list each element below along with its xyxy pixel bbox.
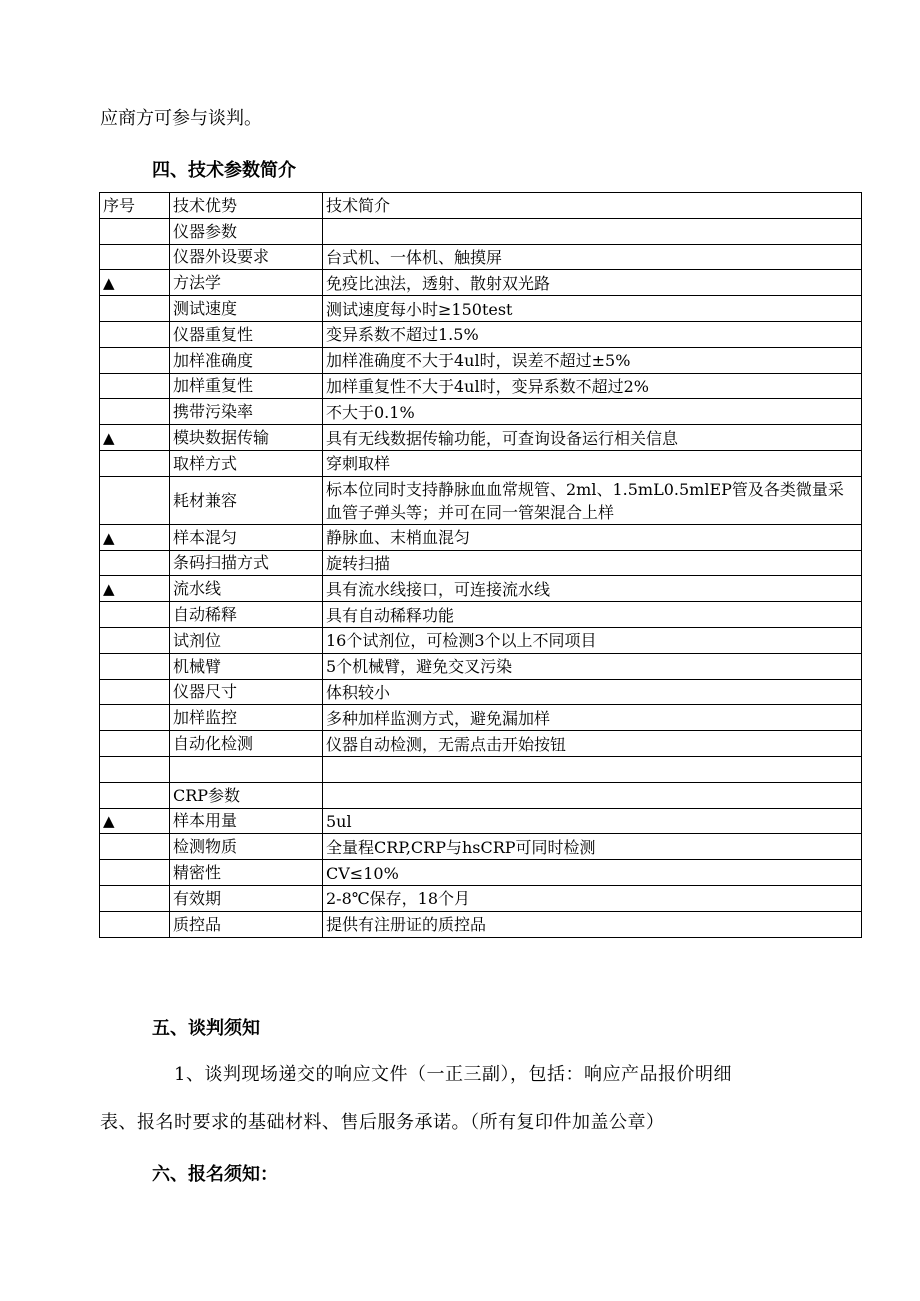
row-description-cell: 提供有注册证的质控品: [323, 911, 862, 937]
row-mark-cell: [100, 679, 170, 705]
row-advantage-cell: 加样监控: [170, 705, 323, 731]
row-description-cell: [323, 756, 862, 782]
row-description-cell: 全量程CRP,CRP与hsCRP可同时检测: [323, 834, 862, 860]
row-mark-cell: [100, 602, 170, 628]
row-mark-cell: [100, 860, 170, 886]
row-advantage-cell: 测试速度: [170, 296, 323, 322]
table-row: [100, 425, 862, 451]
row-advantage-cell: 加样重复性: [170, 373, 323, 399]
row-description-cell: 测试速度每小时≥150test: [323, 296, 862, 322]
row-description-cell: 加样重复性不大于4ul时，变异系数不超过2%: [323, 373, 862, 399]
table-row: [100, 270, 862, 296]
row-mark-cell: [100, 885, 170, 911]
row-description-cell: 5ul: [323, 808, 862, 834]
header-index: 序号: [100, 193, 170, 219]
row-mark-cell: ▲: [100, 425, 170, 451]
section-5-paragraph-line-1: 1、谈判现场递交的响应文件（一正三副），包括：响应产品报价明细: [174, 1064, 732, 1085]
section-4-heading: 四、技术参数简介: [152, 160, 296, 181]
row-advantage-cell: 机械臂: [170, 653, 323, 679]
row-description-cell: 台式机、一体机、触摸屏: [323, 244, 862, 270]
row-advantage-cell: 检测物质: [170, 834, 323, 860]
table-row: [100, 885, 862, 911]
row-advantage-cell: 条码扫描方式: [170, 550, 323, 576]
row-mark-cell: [100, 218, 170, 244]
row-mark-cell: [100, 782, 170, 808]
row-advantage-cell: 仪器外设要求: [170, 244, 323, 270]
row-mark-cell: [100, 476, 170, 524]
row-mark-cell: ▲: [100, 576, 170, 602]
row-description-cell: [323, 782, 862, 808]
row-mark-cell: [100, 347, 170, 373]
row-mark-cell: [100, 321, 170, 347]
intro-paragraph-tail: 应商方可参与谈判。: [100, 108, 262, 129]
row-description-cell: 标本位同时支持静脉血血常规管、2ml、1.5mL0.5mlEP管及各类微量采血管子弹头等；并可在同一管架混合上样: [323, 476, 862, 524]
table-row: [100, 627, 862, 653]
row-description-cell: 加样准确度不大于4ul时，误差不超过±5%: [323, 347, 862, 373]
row-description-cell: 具有无线数据传输功能，可查询设备运行相关信息: [323, 425, 862, 451]
row-advantage-cell: 模块数据传输: [170, 425, 323, 451]
table-row: [100, 911, 862, 937]
row-advantage-cell: 仪器尺寸: [170, 679, 323, 705]
table-row: [100, 653, 862, 679]
table-header-row: [100, 193, 862, 219]
row-advantage-cell: 仪器参数: [170, 218, 323, 244]
table-row: [100, 296, 862, 322]
row-description-cell: 具有自动稀释功能: [323, 602, 862, 628]
row-advantage-cell: 试剂位: [170, 627, 323, 653]
table-row: [100, 476, 862, 524]
table-row: [100, 860, 862, 886]
row-mark-cell: [100, 244, 170, 270]
header-description: 技术简介: [323, 193, 862, 219]
row-mark-cell: [100, 373, 170, 399]
row-advantage-cell: 有效期: [170, 885, 323, 911]
row-description-cell: 静脉血、末梢血混匀: [323, 524, 862, 550]
row-description-cell: 仪器自动检测，无需点击开始按钮: [323, 731, 862, 757]
row-description-cell: 体积较小: [323, 679, 862, 705]
row-description-cell: 16个试剂位，可检测3个以上不同项目: [323, 627, 862, 653]
table-row: [100, 808, 862, 834]
row-mark-cell: [100, 450, 170, 476]
row-advantage-cell: 精密性: [170, 860, 323, 886]
table-row: [100, 399, 862, 425]
row-advantage-cell: 携带污染率: [170, 399, 323, 425]
table-row: [100, 782, 862, 808]
row-description-cell: 5个机械臂，避免交叉污染: [323, 653, 862, 679]
table-row: [100, 756, 862, 782]
row-mark-cell: [100, 756, 170, 782]
row-mark-cell: [100, 296, 170, 322]
row-description-cell: CV≤10%: [323, 860, 862, 886]
row-advantage-cell: 加样准确度: [170, 347, 323, 373]
section-5-paragraph-line-2: 表、报名时要求的基础材料、售后服务承诺。（所有复印件加盖公章）: [100, 1112, 665, 1133]
header-advantage: 技术优势: [170, 193, 323, 219]
row-mark-cell: ▲: [100, 808, 170, 834]
row-advantage-cell: 取样方式: [170, 450, 323, 476]
row-advantage-cell: 自动化检测: [170, 731, 323, 757]
row-description-cell: 多种加样监测方式，避免漏加样: [323, 705, 862, 731]
section-5-heading: 五、谈判须知: [152, 1018, 260, 1039]
row-advantage-cell: 质控品: [170, 911, 323, 937]
table-row: [100, 218, 862, 244]
table-row: [100, 347, 862, 373]
row-description-cell: [323, 218, 862, 244]
row-advantage-cell: [170, 756, 323, 782]
table-row: [100, 550, 862, 576]
row-advantage-cell: 流水线: [170, 576, 323, 602]
row-mark-cell: [100, 911, 170, 937]
row-description-cell: 旋转扫描: [323, 550, 862, 576]
row-description-cell: 免疫比浊法，透射、散射双光路: [323, 270, 862, 296]
row-mark-cell: [100, 834, 170, 860]
table-row: [100, 373, 862, 399]
row-description-cell: 不大于0.1%: [323, 399, 862, 425]
row-mark-cell: [100, 653, 170, 679]
row-advantage-cell: 耗材兼容: [170, 476, 323, 524]
table-row: [100, 576, 862, 602]
row-description-cell: 穿刺取样: [323, 450, 862, 476]
table-row: [100, 450, 862, 476]
row-mark-cell: ▲: [100, 270, 170, 296]
tech-params-table: [99, 192, 862, 938]
row-advantage-cell: 方法学: [170, 270, 323, 296]
row-mark-cell: [100, 705, 170, 731]
row-mark-cell: [100, 731, 170, 757]
table-row: [100, 524, 862, 550]
row-description-cell: 变异系数不超过1.5%: [323, 321, 862, 347]
row-mark-cell: [100, 399, 170, 425]
table-row: [100, 705, 862, 731]
row-description-cell: 具有流水线接口，可连接流水线: [323, 576, 862, 602]
table-row: [100, 731, 862, 757]
table-row: [100, 679, 862, 705]
row-mark-cell: [100, 550, 170, 576]
row-advantage-cell: CRP参数: [170, 782, 323, 808]
section-6-heading: 六、报名须知：: [152, 1164, 278, 1185]
row-mark-cell: ▲: [100, 524, 170, 550]
row-advantage-cell: 样本用量: [170, 808, 323, 834]
row-mark-cell: [100, 627, 170, 653]
table-row: [100, 602, 862, 628]
table-row: [100, 321, 862, 347]
table-row: [100, 834, 862, 860]
row-advantage-cell: 仪器重复性: [170, 321, 323, 347]
row-advantage-cell: 样本混匀: [170, 524, 323, 550]
row-description-cell: 2-8℃保存，18个月: [323, 885, 862, 911]
row-advantage-cell: 自动稀释: [170, 602, 323, 628]
table-row: [100, 244, 862, 270]
